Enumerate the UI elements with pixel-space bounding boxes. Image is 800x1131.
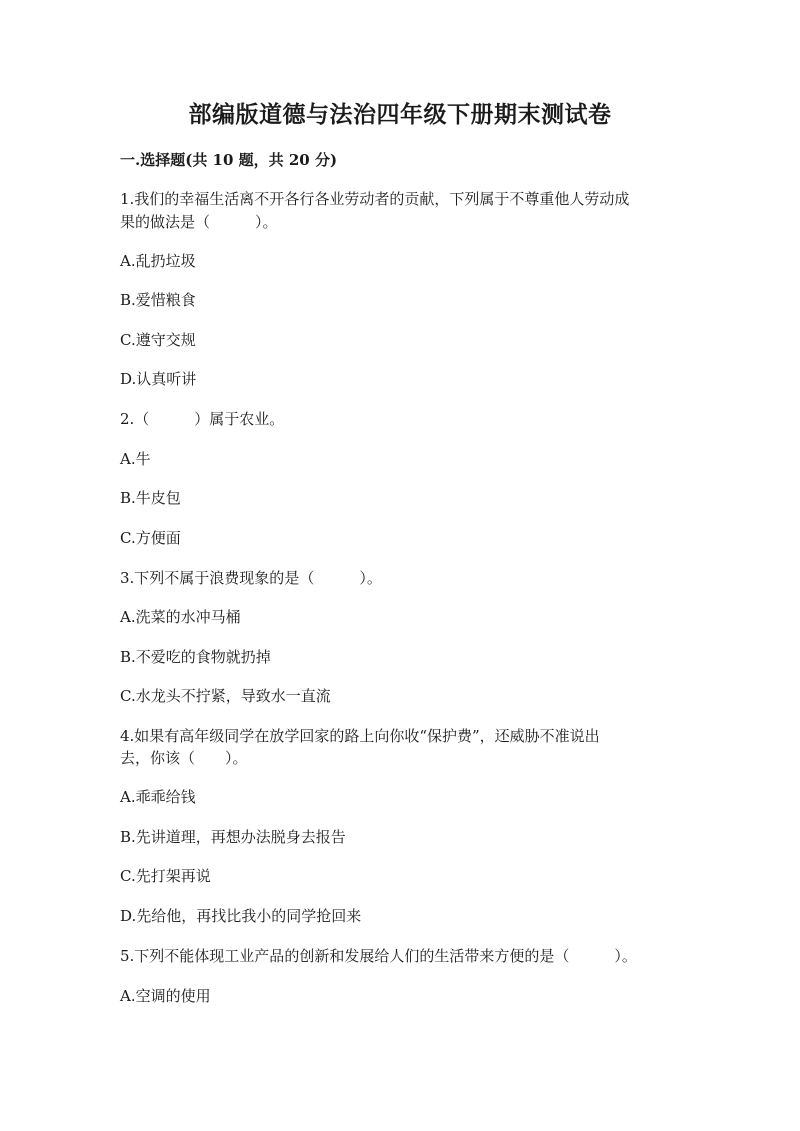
question-1-stem-line-1: 1.我们的幸福生活离不开各行各业劳动者的贡献，下列属于不尊重他人劳动成	[120, 190, 630, 208]
question-4-option-b: B.先讲道理，再想办法脱身去报告	[120, 828, 346, 846]
question-1-option-a: A.乱扔垃圾	[120, 252, 196, 270]
question-4-option-d: D.先给他，再找比我小的同学抢回来	[120, 907, 362, 925]
question-1-option-b: B.爱惜粮食	[120, 291, 196, 309]
question-4-option-c: C.先打架再说	[120, 867, 211, 885]
page-title: 部编版道德与法治四年级下册期末测试卷	[188, 101, 612, 128]
question-3-stem: 3.下列不属于浪费现象的是（ ）。	[120, 569, 382, 587]
question-5-stem: 5.下列不能体现工业产品的创新和发展给人们的生活带来方便的是（ ）。	[120, 947, 637, 965]
question-2-stem: 2.（ ）属于农业。	[120, 410, 285, 428]
section-heading: 一.选择题(共 10 题，共 20 分)	[120, 151, 338, 169]
question-1-stem-line-2: 果的做法是（ ）。	[120, 213, 278, 231]
question-3-option-b: B.不爱吃的食物就扔掉	[120, 648, 271, 666]
question-4-stem-line-2: 去，你该（ ）。	[120, 749, 248, 767]
question-2-option-b: B.牛皮包	[120, 489, 181, 507]
question-2-option-c: C.方便面	[120, 529, 181, 547]
question-1-option-c: C.遵守交规	[120, 331, 196, 349]
question-4-option-a: A.乖乖给钱	[120, 788, 196, 806]
question-4-stem-line-1: 4.如果有高年级同学在放学回家的路上向你收“保护费”，还威胁不准说出	[120, 727, 600, 745]
question-3-option-c: C.水龙头不拧紧，导致水一直流	[120, 687, 331, 705]
question-5-option-a: A.空调的使用	[120, 987, 211, 1005]
question-1-option-d: D.认真听讲	[120, 370, 197, 388]
question-3-option-a: A.洗菜的水冲马桶	[120, 608, 241, 626]
question-2-option-a: A.牛	[120, 450, 151, 468]
